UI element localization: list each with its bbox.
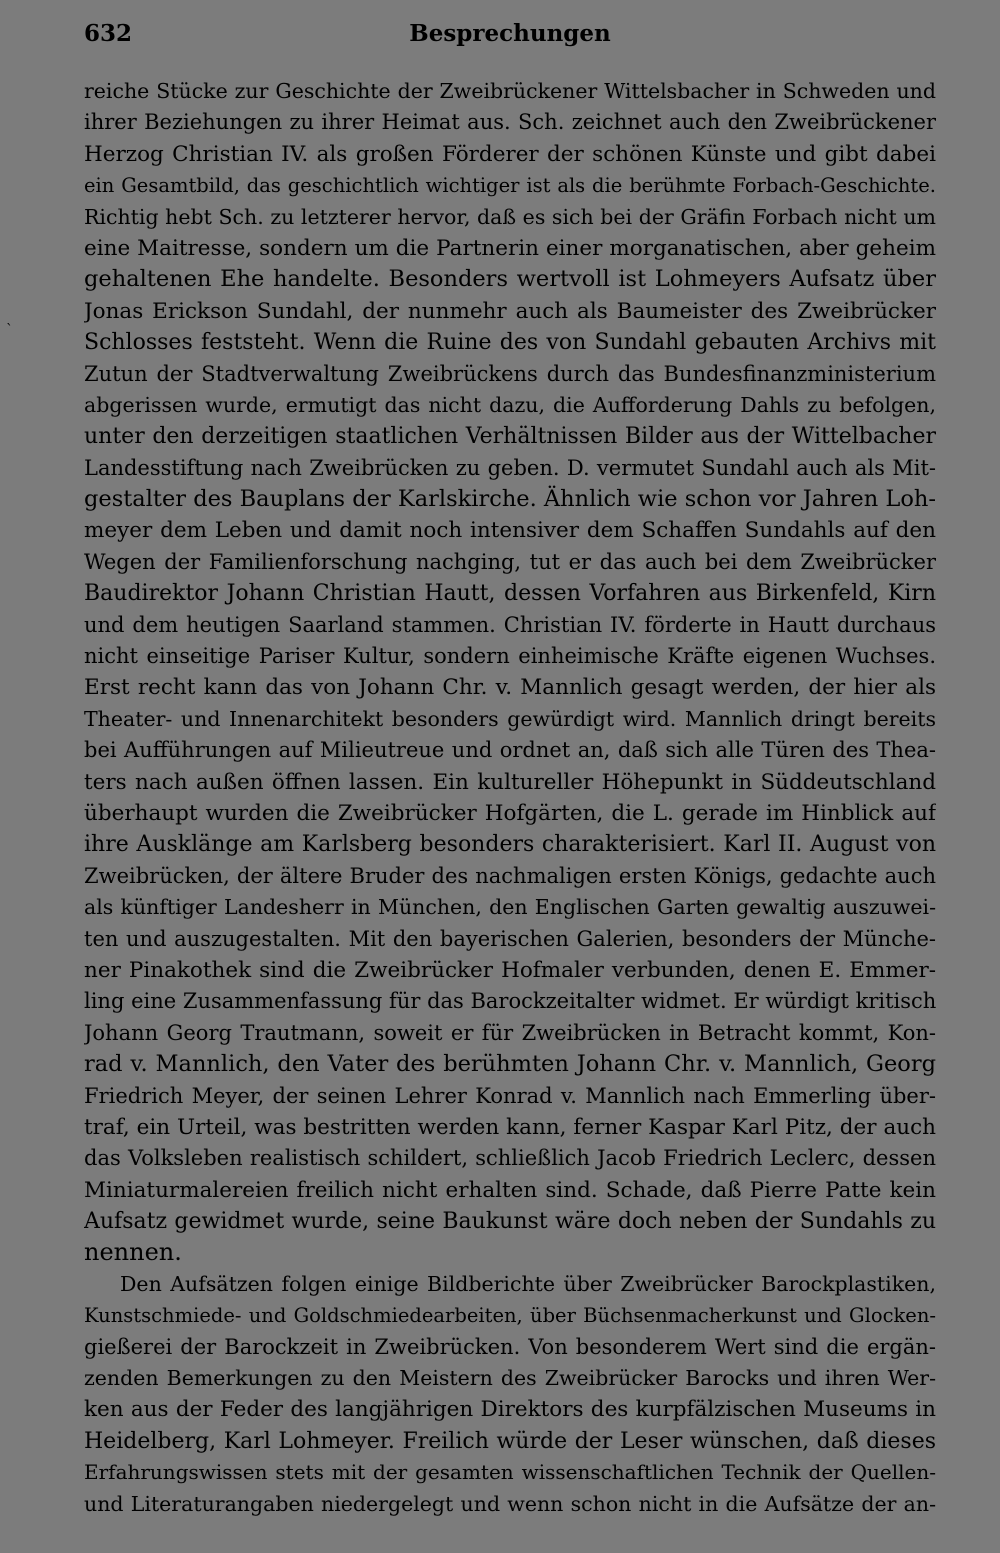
text-line: Johann Georg Trautmann, soweit er für Zweibrücken in Betracht kommt, Kon- bbox=[84, 1020, 936, 1045]
page-number: 632 bbox=[84, 20, 133, 47]
text-line: Baudirektor Johann Christian Hautt, dessen Vorfahren aus Birkenfeld, Kirn bbox=[84, 581, 936, 607]
text-line: reiche Stücke zur Geschichte der Zweibrückener Wittelsbacher in Schweden und bbox=[84, 79, 936, 103]
running-head: Besprechungen bbox=[409, 20, 611, 47]
text-line: das Volksleben realistisch schildert, schließlich Jacob Friedrich Leclerc, dessen bbox=[84, 1146, 936, 1171]
text-line: traf, ein Urteil, was bestritten werden kann, ferner Kaspar Karl Pitz, der auch bbox=[84, 1114, 936, 1140]
text-line: Erfahrungswissen stets mit der gesamten wissenschaftlichen Technik der Quellen- bbox=[84, 1460, 936, 1485]
text-line: gehaltenen Ehe handelte. Besonders wertvoll ist Lohmeyers Aufsatz über bbox=[84, 266, 936, 293]
text-line: Landesstiftung nach Zweibrücken zu geben. D. vermutet Sundahl auch als Mit- bbox=[84, 455, 936, 480]
text-line: meyer dem Leben und damit noch intensiver dem Schaffen Sundahls auf den bbox=[84, 518, 936, 544]
text-line: ten und auszugestalten. Mit den bayerischen Galerien, besonders der Münche- bbox=[84, 926, 936, 951]
page-header bbox=[84, 20, 936, 60]
text-line: unter den derzeitigen staatlichen Verhältnissen Bilder aus der Wittelbacher bbox=[84, 424, 936, 450]
text-line: ner Pinakothek sind die Zweibrücker Hofmaler verbunden, denen E. Emmer- bbox=[84, 957, 936, 983]
text-line: abgerissen wurde, ermutigt das nicht dazu, die Aufforderung Dahls zu befolgen, bbox=[84, 392, 936, 417]
text-line: Den Aufsätzen folgen einige Bildberichte über Zweibrücker Barockplastiken, bbox=[120, 1271, 936, 1296]
margin-mark: ` bbox=[6, 322, 13, 338]
text-line: und dem heutigen Saarland stammen. Christian IV. förderte in Hautt durchaus bbox=[84, 612, 936, 637]
body-text bbox=[84, 76, 936, 1520]
paragraph bbox=[84, 76, 936, 1269]
text-line: nicht einseitige Pariser Kultur, sondern einheimische Kräfte eigenen Wuchses. bbox=[84, 644, 936, 669]
text-line: ters nach außen öffnen lassen. Ein kultureller Höhepunkt in Süddeutschland bbox=[84, 769, 936, 795]
text-line: als künftiger Landesherr in München, den Englischen Garten gewaltig auszuwei- bbox=[84, 895, 936, 920]
text-line: Heidelberg, Karl Lohmeyer. Freilich würde der Leser wünschen, daß dieses bbox=[84, 1428, 936, 1454]
text-line: ihrer Beziehungen zu ihrer Heimat aus. Sch. zeichnet auch den Zweibrückener bbox=[84, 110, 936, 135]
text-line: bei Aufführungen auf Milieutreue und ordnet an, daß sich alle Türen des Thea- bbox=[84, 738, 936, 763]
text-line: Zutun der Stadtverwaltung Zweibrückens durch das Bundesfinanzministerium bbox=[84, 361, 936, 386]
text-line: Wegen der Familienforschung nachging, tut er das auch bei dem Zweibrücker bbox=[84, 549, 936, 574]
text-line: Schlosses feststeht. Wenn die Ruine des von Sundahl gebauten Archivs mit bbox=[84, 330, 936, 356]
text-line: zenden Bemerkungen zu den Meistern des Zweibrücker Barocks und ihren Wer- bbox=[84, 1366, 936, 1391]
text-line: Herzog Christian IV. als großen Förderer der schönen Künste und gibt dabei bbox=[84, 141, 936, 167]
text-line: Zweibrücken, der ältere Bruder des nachmaligen ersten Königs, gedachte auch bbox=[84, 863, 936, 888]
text-line: gießerei der Barockzeit in Zweibrücken. Von besonderem Wert sind die ergän- bbox=[84, 1334, 936, 1359]
text-line: Aufsatz gewidmet wurde, seine Baukunst wäre doch neben der Sundahls zu bbox=[84, 1209, 936, 1235]
text-line: und Literaturangaben niedergelegt und wenn schon nicht in die Aufsätze der an- bbox=[84, 1491, 936, 1516]
text-line: Friedrich Meyer, der seinen Lehrer Konrad v. Mannlich nach Emmerling über- bbox=[84, 1083, 936, 1108]
text-line: Richtig hebt Sch. zu letzterer hervor, daß es sich bei der Gräfin Forbach nicht um bbox=[84, 204, 936, 229]
text-line: gestalter des Bauplans der Karlskirche. Ähnlich wie schon vor Jahren Loh- bbox=[84, 486, 936, 513]
text-line: Jonas Erickson Sundahl, der nunmehr auch als Baumeister des Zweibrücker bbox=[84, 298, 936, 324]
text-line: ken aus der Feder des langjährigen Direktors des kurpfälzischen Museums in bbox=[84, 1397, 936, 1423]
text-line: rad v. Mannlich, den Vater des berühmten Johann Chr. v. Mannlich, Georg bbox=[84, 1051, 936, 1078]
text-line: Kunstschmiede- und Goldschmiedearbeiten, über Büchsenmacherkunst und Glocken- bbox=[84, 1304, 936, 1328]
text-line: Erst recht kann das von Johann Chr. v. Mannlich gesagt werden, der hier als bbox=[84, 675, 936, 701]
text-line: ein Gesamtbild, das geschichtlich wichtiger ist als die berühmte Forbach-Geschichte. bbox=[84, 174, 936, 198]
text-line: eine Maitresse, sondern um die Partnerin einer morganatischen, aber geheim bbox=[84, 235, 936, 261]
paragraph bbox=[84, 1269, 936, 1520]
text-line: nennen. bbox=[84, 1238, 182, 1267]
text-line: überhaupt wurden die Zweibrücker Hofgärten, die L. gerade im Hinblick auf bbox=[84, 800, 936, 826]
text-line: Miniaturmalereien freilich nicht erhalten sind. Schade, daß Pierre Patte kein bbox=[84, 1177, 936, 1203]
text-line: ling eine Zusammenfassung für das Barockzeitalter widmet. Er würdigt kritisch bbox=[84, 989, 936, 1014]
text-line: Theater- und Innenarchitekt besonders gewürdigt wird. Mannlich dringt bereits bbox=[84, 706, 936, 731]
text-line: ihre Ausklänge am Karlsberg besonders charakterisiert. Karl II. August von bbox=[84, 832, 936, 858]
